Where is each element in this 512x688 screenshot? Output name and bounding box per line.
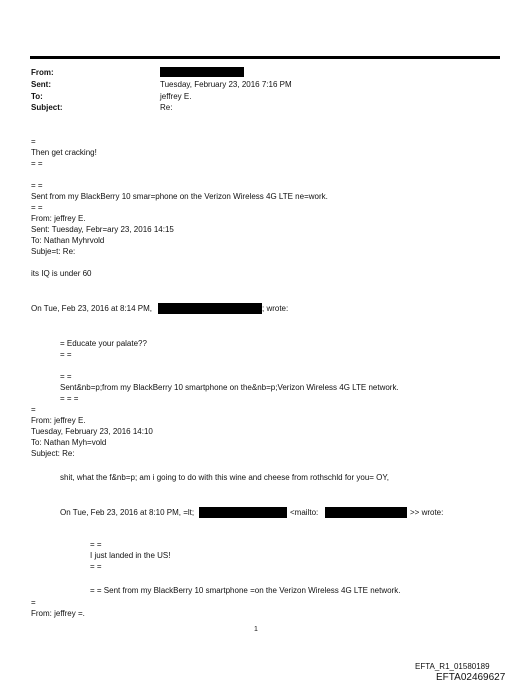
bates-number-1: EFTA_R1_01580189: [415, 662, 490, 671]
quote-header-wrote: ; wrote:: [262, 304, 289, 313]
body-line: = = Sent from my BlackBerry 10 smartphone =on the Verizon Wireless 4G LTE network.: [90, 586, 401, 595]
body-line: Sent from my BlackBerry 10 smar=phone on the Verizon Wireless 4G LTE ne=work.: [31, 192, 328, 201]
mailto-prefix: <mailto:: [290, 508, 319, 517]
subject-label: Subject:: [31, 103, 63, 112]
body-line: From: jeffrey =.: [31, 609, 85, 618]
page-number: 1: [254, 626, 258, 633]
body-line: its IQ is under 60: [31, 269, 92, 278]
redaction-email: [158, 303, 262, 314]
body-line: = =: [90, 562, 102, 571]
body-line: I just landed in the US!: [90, 551, 171, 560]
body-line: = =: [60, 350, 72, 359]
body-line: Sent&nb=p;from my BlackBerry 10 smartphone on the&nb=p;Verizon Wireless 4G LTE network.: [60, 383, 399, 392]
body-line: Then get cracking!: [31, 148, 97, 157]
body-line: = =: [60, 372, 72, 381]
body-line: Subje=t: Re:: [31, 247, 76, 256]
body-line: To: Nathan Myhrvold: [31, 236, 105, 245]
from-label: From:: [31, 68, 54, 77]
body-line: =: [31, 598, 36, 607]
body-line: =: [31, 405, 36, 414]
body-line: From: jeffrey E.: [31, 214, 86, 223]
body-line: = =: [90, 540, 102, 549]
quote-header: On Tue, Feb 23, 2016 at 8:14 PM,: [31, 304, 152, 313]
body-line: Sent: Tuesday, Febr=ary 23, 2016 14:15: [31, 225, 174, 234]
quote-header-2-wrote: >> wrote:: [410, 508, 444, 517]
body-line: = =: [31, 181, 43, 190]
body-line: From: jeffrey E.: [31, 416, 86, 425]
body-line: = Educate your palate??: [60, 339, 147, 348]
body-line: = = =: [60, 394, 79, 403]
redaction-name: [199, 507, 287, 518]
redaction-mailto: [325, 507, 407, 518]
quote-header-2: On Tue, Feb 23, 2016 at 8:10 PM, =lt;: [60, 508, 195, 517]
body-line: shit, what the f&nb=p; am i going to do with this wine and cheese from rothschld for you= OY,: [60, 473, 389, 482]
bates-number-2: EFTA02469627: [436, 672, 506, 683]
sent-value: Tuesday, February 23, 2016 7:16 PM: [160, 80, 292, 89]
sent-label: Sent:: [31, 80, 51, 89]
body-line: Tuesday, February 23, 2016 14:10: [31, 427, 153, 436]
header-rule: [30, 56, 500, 59]
body-line: To: Nathan Myh=vold: [31, 438, 107, 447]
redaction-sender: [160, 67, 244, 77]
body-line: = =: [31, 203, 43, 212]
subject-value: Re:: [160, 103, 173, 112]
to-value: jeffrey E.: [160, 92, 192, 101]
body-line: = =: [31, 159, 43, 168]
body-line: =: [31, 137, 36, 146]
to-label: To:: [31, 92, 43, 101]
body-line: Subject: Re:: [31, 449, 75, 458]
